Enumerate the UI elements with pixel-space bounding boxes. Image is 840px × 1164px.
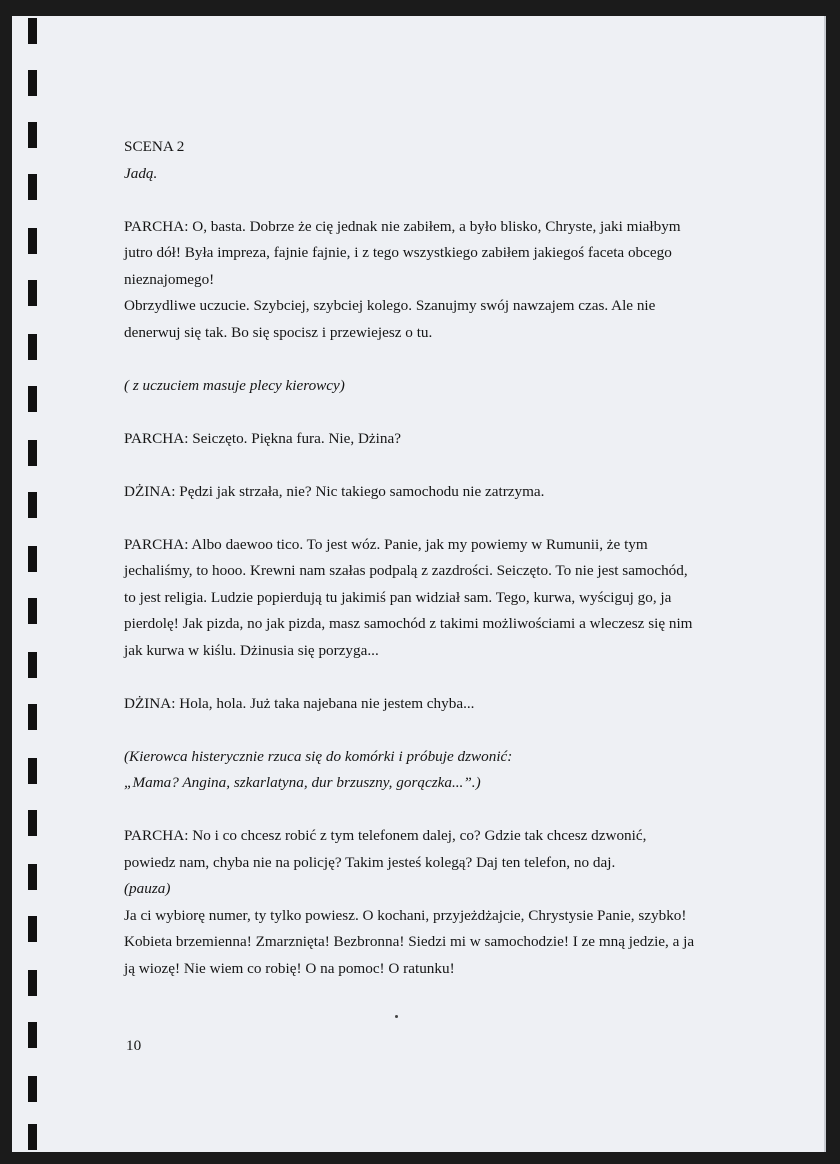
page-number: 10 (126, 1037, 142, 1054)
binding-hole (28, 228, 37, 254)
scene-text (124, 134, 724, 982)
dialogue-line: jechaliśmy, to hooo. Krewni nam szałas podpalą z zazdrości. Seiczęto. To nie jest samochód, (124, 562, 688, 579)
binding-hole (28, 1076, 37, 1102)
paper-speck (395, 1015, 398, 1018)
stage-direction: ( z uczuciem masuje plecy kierowcy) (124, 376, 345, 394)
binding-hole (28, 546, 37, 572)
dialogue-line: jutro dół! Była impreza, fajnie fajnie, i z tego wszystkiego zabiłem jakiegoś faceta obcego (124, 244, 672, 261)
dialogue-line: Ja ci wybiorę numer, ty tylko powiesz. O kochani, przyjeżdżajcie, Chrystysie Panie, szybko! (124, 906, 687, 924)
binding-hole (28, 1022, 37, 1048)
binding-hole (28, 440, 37, 466)
dialogue-line: DŻINA: Hola, hola. Już taka najebana nie jestem chyba... (124, 694, 475, 712)
scene-title: SCENA 2 (124, 138, 185, 155)
binding-hole (28, 492, 37, 518)
stage-direction: Jadą. (124, 164, 158, 182)
binding-hole (28, 174, 37, 200)
stage-direction: (Kierowca histerycznie rzuca się do komórki i próbuje dzwonić: (124, 747, 513, 765)
dialogue-line: PARCHA: O, basta. Dobrze że cię jednak nie zabiłem, a było blisko, Chryste, jaki miałbym (124, 217, 681, 235)
dialogue-line: pierdolę! Jak pizda, no jak pizda, masz samochód z takimi możliwościami a wleczesz się nim (124, 615, 693, 632)
dialogue-line: denerwuj się tak. Bo się spocisz i przewiejesz o tu. (124, 323, 433, 341)
binding-hole (28, 280, 37, 306)
binding-hole (28, 704, 37, 730)
dialogue-line: PARCHA: Albo daewoo tico. To jest wóz. Panie, jak my powiemy w Rumunii, że tym (124, 535, 648, 553)
binding-hole (28, 334, 37, 360)
document-page (12, 16, 826, 1152)
dialogue-line: nieznajomego! (124, 270, 215, 288)
binding-hole (28, 18, 37, 44)
binding-hole (28, 916, 37, 942)
binding-hole (28, 970, 37, 996)
dialogue-line: PARCHA: No i co chcesz robić z tym telefonem dalej, co? Gdzie tak chcesz dzwonić, (124, 827, 647, 844)
dialogue-line: to jest religia. Ludzie popierdują tu jakimiś pan widział sam. Tego, kurwa, wyściguj go, ja (124, 588, 672, 606)
dialogue-line: Obrzydliwe uczucie. Szybciej, szybciej kolego. Szanujmy swój nawzajem czas. Ale nie (124, 297, 656, 314)
binding-hole (28, 70, 37, 96)
dialogue-line: jak kurwa w kiślu. Dżinusia się porzyga... (124, 641, 379, 659)
binding-hole (28, 386, 37, 412)
binding-holes (12, 16, 52, 1152)
stage-direction: (pauza) (124, 880, 171, 897)
dialogue-line: ją wiozę! Nie wiem co robię! O na pomoc! O ratunku! (124, 959, 455, 977)
binding-hole (28, 758, 37, 784)
binding-hole (28, 1124, 37, 1150)
binding-hole (28, 652, 37, 678)
stage-direction: „Mama? Angina, szkarlatyna, dur brzuszny, gorączka...”.) (124, 774, 481, 791)
binding-hole (28, 598, 37, 624)
binding-hole (28, 810, 37, 836)
dialogue-line: PARCHA: Seiczęto. Piękna fura. Nie, Dżina? (124, 429, 401, 447)
binding-hole (28, 864, 37, 890)
dialogue-line: DŻINA: Pędzi jak strzała, nie? Nic takiego samochodu nie zatrzyma. (124, 482, 545, 500)
binding-hole (28, 122, 37, 148)
dialogue-line: powiedz nam, chyba nie na policję? Takim jesteś kolegą? Daj ten telefon, no daj. (124, 853, 616, 871)
dialogue-line: Kobieta brzemienna! Zmarznięta! Bezbronna! Siedzi mi w samochodzie! I ze mną jedzie, a ja (124, 933, 695, 950)
